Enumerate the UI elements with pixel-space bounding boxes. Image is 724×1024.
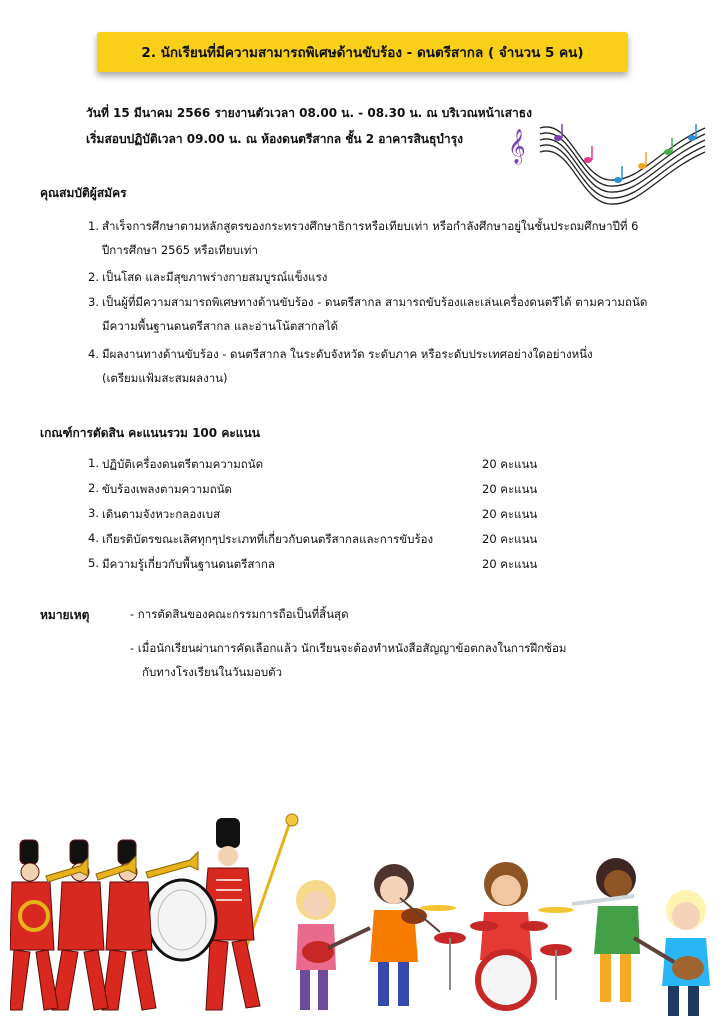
item-number: 2. — [88, 481, 99, 495]
qualification-item-4 — [88, 342, 678, 390]
item-number: 4. — [88, 347, 99, 361]
criteria-text: เกียรติบัตรขณะเลิศทุกๆประเภทที่เกี่ยวกับดนตรีสากลและการขับร้อง — [102, 532, 434, 546]
notes-label: หมายเหตุ — [40, 608, 90, 622]
criteria-points: 20 คะแนน — [482, 482, 538, 496]
criteria-text: มีความรู้เกี่ยวกับพื้นฐานดนตรีสากล — [102, 557, 275, 571]
criteria-points: 20 คะแนน — [482, 532, 538, 546]
item-number: 2. — [88, 270, 99, 284]
schedule-line-1: วันที่ 15 มีนาคม 2566 รายงานตัวเวลา 08.00 น. - 08.30 น. ณ บริเวณหน้าเสาธง — [86, 106, 532, 120]
criteria-text: ขับร้องเพลงตามความถนัด — [102, 482, 233, 496]
item-text-continued: ปีการศึกษา 2565 หรือเทียบเท่า — [102, 243, 258, 257]
item-number: 1. — [88, 219, 99, 233]
criteria-points: 20 คะแนน — [482, 507, 538, 521]
title-banner — [97, 32, 628, 72]
qualification-item-1 — [88, 214, 678, 262]
criteria-text: เดินตามจังหวะกลองเบส — [102, 507, 221, 521]
kids-band-illustration — [288, 850, 724, 1022]
criteria-text: ปฏิบัติเครื่องดนตรีตามความถนัด — [102, 457, 264, 471]
qualifications-heading: คุณสมบัติผู้สมัคร — [40, 186, 127, 200]
qualification-item-3 — [88, 290, 678, 338]
criteria-points: 20 คะแนน — [482, 457, 538, 471]
note-line-2 — [130, 636, 610, 684]
criteria-points: 20 คะแนน — [482, 557, 538, 571]
item-text-continued: (เตรียมแฟ้มสะสมผลงาน) — [102, 371, 228, 385]
item-text: สำเร็จการศึกษาตามหลักสูตรของกระทรวงศึกษาธิการหรือเทียบเท่า หรือกำลังศึกษาอยู่ในชั้นประถมศึกษาปีที่ 6 — [102, 219, 639, 233]
criteria-heading: เกณฑ์การตัดสิน คะแนนรวม 100 คะแนน — [40, 426, 260, 440]
item-number: 5. — [88, 556, 99, 570]
item-number: 4. — [88, 531, 99, 545]
item-number: 1. — [88, 456, 99, 470]
note-line-1: - การตัดสินของคณะกรรมการถือเป็นที่สิ้นสุด — [130, 607, 349, 621]
note-text-continued: กับทางโรงเรียนในวันมอบตัว — [142, 665, 283, 679]
item-number: 3. — [88, 506, 99, 520]
note-text: - เมื่อนักเรียนผ่านการคัดเลือกแล้ว นักเรียนจะต้องทำหนังสือสัญญาข้อตกลงในการฝึกซ้อม — [130, 641, 567, 655]
item-text: เป็นโสด และมีสุขภาพร่างกายสมบูรณ์แข็งแรง — [102, 270, 328, 284]
item-text-continued: มีความพื้นฐานดนตรีสากล และอ่านโน้ตสากลได้ — [102, 319, 339, 333]
page-title: 2. นักเรียนที่มีความสามารถพิเศษด้านขับร้อง - ดนตรีสากล ( จำนวน 5 คน) — [141, 45, 584, 61]
item-text: เป็นผู้ที่มีความสามารถพิเศษทางด้านขับร้อง - ดนตรีสากล สามารถขับร้องและเล่นเครื่องดนตรีได้ ตามความถนัด — [102, 295, 648, 309]
item-text: มีผลงานทางด้านขับร้อง - ดนตรีสากล ในระดับจังหวัด ระดับภาค หรือระดับประเทศอย่างใดอย่างหนึ่ง — [102, 347, 593, 361]
svg-text:𝄞: 𝄞 — [508, 129, 526, 164]
item-number: 3. — [88, 295, 99, 309]
music-staff-illustration — [500, 108, 710, 208]
schedule-line-2: เริ่มสอบปฏิบัติเวลา 09.00 น. ณ ห้องดนตรีสากล ชั้น 2 อาคารสินธุบำรุง — [86, 132, 463, 146]
qualification-item-2 — [88, 265, 678, 289]
marching-band-illustration — [10, 810, 300, 1020]
